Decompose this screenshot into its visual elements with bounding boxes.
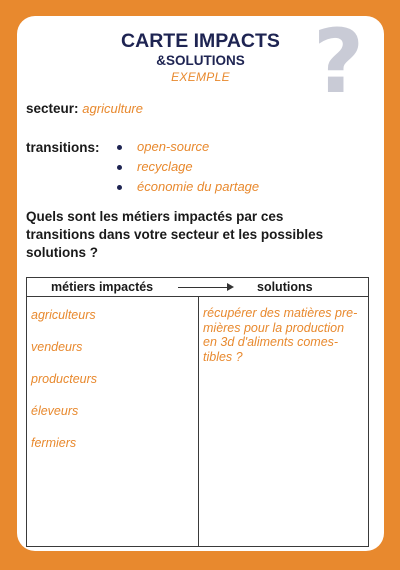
header-solutions: solutions — [257, 280, 313, 294]
solution-line: en 3d d'aliments comes- — [203, 335, 339, 349]
impacted-jobs-list — [31, 307, 191, 467]
list-item: vendeurs — [31, 340, 83, 354]
solution-line: récupérer des matières pre- — [203, 306, 358, 320]
card-subtitle: &SOLUTIONS — [156, 53, 245, 68]
list-item: éleveurs — [31, 404, 79, 418]
arrow-right-icon — [178, 287, 230, 288]
transitions-label: transitions: — [26, 140, 100, 155]
example-label: EXEMPLE — [171, 70, 230, 84]
transitions-list — [113, 137, 259, 197]
transition-item: open-source — [113, 137, 259, 157]
solution-line: mières pour la production — [203, 320, 345, 335]
sector-value: agriculture — [82, 101, 143, 116]
impact-card — [17, 16, 384, 551]
table-header — [27, 278, 368, 297]
solution-line: tibles ? — [203, 349, 243, 364]
impacts-table — [26, 277, 369, 547]
bullet-icon — [117, 185, 122, 190]
question-text: Quels sont les métiers impactés par ces transitions dans votre secteur et les possibles solutions ? — [26, 209, 324, 260]
list-item: agriculteurs — [31, 308, 96, 322]
transition-item: économie du partage — [113, 177, 259, 197]
bullet-icon — [117, 165, 122, 170]
header-impacted-jobs: métiers impactés — [51, 280, 154, 294]
sector-label: secteur: — [26, 101, 79, 116]
list-item: producteurs — [31, 372, 98, 386]
arrow-head-icon — [227, 283, 234, 291]
card-title: CARTE IMPACTS — [121, 30, 280, 52]
sector-row — [26, 101, 143, 116]
question-mark-icon: ? — [312, 16, 364, 113]
solutions-text — [203, 306, 367, 364]
bullet-icon — [117, 145, 122, 150]
column-divider — [198, 297, 199, 546]
list-item: fermiers — [31, 436, 77, 450]
transition-item: recyclage — [113, 157, 259, 177]
